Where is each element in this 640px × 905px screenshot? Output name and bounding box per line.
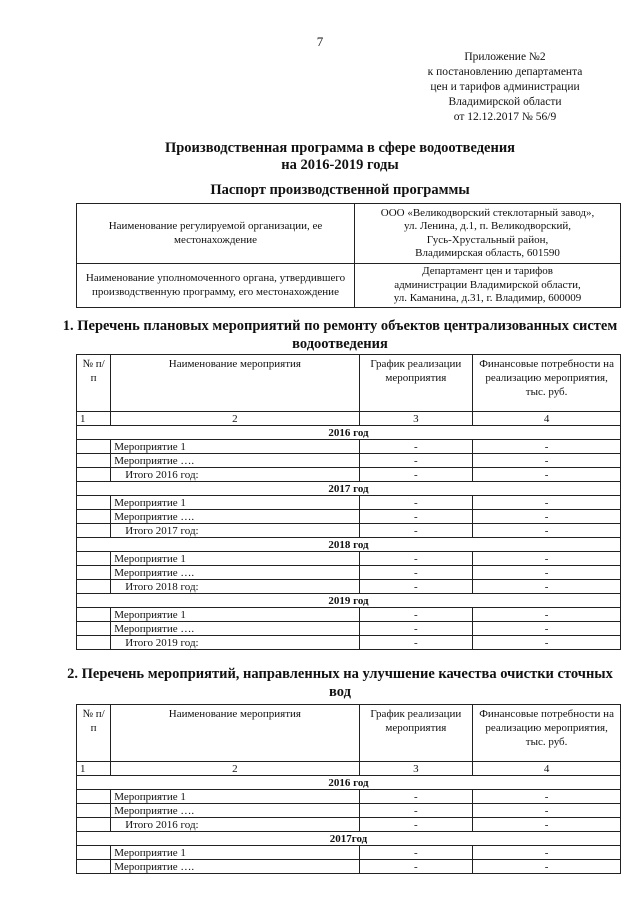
header-finance: Финансовые потребности на реализацию мероприятия, тыс. руб. [473, 705, 621, 762]
schedule-cell: - [359, 580, 473, 594]
finance-cell: - [473, 524, 621, 538]
year-row [77, 426, 621, 440]
passport-value-line: ООО «Великодворский стеклотарный завод», [380, 206, 595, 219]
schedule-cell: - [359, 860, 473, 874]
finance-cell: - [473, 580, 621, 594]
table-row [77, 608, 621, 622]
activity-name: Мероприятие 1 [111, 552, 359, 566]
section-2-table [76, 704, 621, 874]
finance-cell: - [473, 608, 621, 622]
schedule-cell: - [359, 496, 473, 510]
table-row [77, 524, 621, 538]
finance-cell: - [473, 860, 621, 874]
activity-name: Мероприятие …. [111, 860, 359, 874]
passport-value [355, 204, 621, 264]
table-row [77, 622, 621, 636]
row-number [77, 846, 111, 860]
table-row [77, 846, 621, 860]
activity-name: Итого 2016 год: [111, 468, 359, 482]
passport-table [76, 203, 621, 308]
year-row [77, 594, 621, 608]
passport-row-authority [77, 264, 621, 308]
row-number [77, 566, 111, 580]
finance-cell: - [473, 622, 621, 636]
table-header-row [77, 355, 621, 412]
annex-line: цен и тарифов администрации [430, 81, 580, 93]
table-row [77, 440, 621, 454]
year-label: 2016 год [77, 776, 621, 790]
page-number: 7 [316, 34, 324, 49]
row-number [77, 510, 111, 524]
schedule-cell: - [359, 454, 473, 468]
table-row [77, 566, 621, 580]
column-number: 2 [111, 412, 359, 426]
year-label: 2016 год [77, 426, 621, 440]
title-line-2: на 2016-2019 годы [281, 157, 399, 173]
row-number [77, 622, 111, 636]
schedule-cell: - [359, 566, 473, 580]
table-row [77, 860, 621, 874]
activity-name: Мероприятие …. [111, 804, 359, 818]
schedule-cell: - [359, 790, 473, 804]
annex-line: от 12.12.2017 № 56/9 [453, 111, 557, 123]
schedule-cell: - [359, 510, 473, 524]
activity-name: Итого 2017 год: [111, 524, 359, 538]
schedule-cell: - [359, 622, 473, 636]
finance-cell: - [473, 440, 621, 454]
table-row [77, 552, 621, 566]
activity-name: Итого 2019 год: [111, 636, 359, 650]
finance-cell: - [473, 510, 621, 524]
passport-value-line: Гусь-Хрустальный район, [426, 233, 549, 246]
section-1-table [76, 354, 621, 650]
activity-name: Мероприятие …. [111, 510, 359, 524]
passport-value-line: ул. Каманина, д.31, г. Владимир, 600009 [393, 292, 582, 305]
row-number [77, 552, 111, 566]
finance-cell: - [473, 636, 621, 650]
year-row [77, 776, 621, 790]
section-1-title: 1. Перечень плановых мероприятий по ремонту объектов централизованных систем водоотведения [62, 318, 618, 352]
schedule-cell: - [359, 524, 473, 538]
year-label: 2017 год [77, 482, 621, 496]
column-number: 1 [77, 762, 111, 776]
document-title [60, 140, 620, 174]
column-number: 4 [473, 412, 621, 426]
finance-cell: - [473, 846, 621, 860]
schedule-cell: - [359, 468, 473, 482]
finance-cell: - [473, 454, 621, 468]
finance-cell: - [473, 468, 621, 482]
row-number [77, 804, 111, 818]
schedule-cell: - [359, 552, 473, 566]
header-number: № п/п [77, 705, 111, 762]
passport-value-line: Департамент цен и тарифов [422, 265, 553, 278]
row-number [77, 608, 111, 622]
year-label: 2017год [77, 832, 621, 846]
row-number [77, 468, 111, 482]
passport-title: Паспорт производственной программы [210, 182, 470, 198]
finance-cell: - [473, 566, 621, 580]
row-number [77, 496, 111, 510]
activity-name: Мероприятие …. [111, 566, 359, 580]
annex-line: Владимирской области [448, 96, 562, 108]
year-row [77, 832, 621, 846]
header-number: № п/п [77, 355, 111, 412]
row-number [77, 860, 111, 874]
passport-value-line: ул. Ленина, д.1, п. Великодворский, [403, 220, 572, 232]
header-name: Наименование мероприятия [111, 705, 359, 762]
activity-name: Мероприятие 1 [111, 496, 359, 510]
schedule-cell: - [359, 608, 473, 622]
column-number: 3 [359, 412, 473, 426]
passport-label: Наименование регулируемой организации, ее местонахождение [77, 204, 355, 264]
column-number: 3 [359, 762, 473, 776]
header-schedule: График реализации мероприятия [359, 355, 473, 412]
activity-name: Итого 2016 год: [111, 818, 359, 832]
activity-name: Мероприятие 1 [111, 846, 359, 860]
passport-value-line: Владимирская область, 601590 [415, 247, 560, 259]
table-header-row [77, 705, 621, 762]
passport-label: Наименование уполномоченного органа, утвердившего производственную программу, его местонахождение [77, 264, 355, 308]
table-row [77, 510, 621, 524]
annex-block [400, 50, 610, 125]
section-2-title: 2. Перечень мероприятий, направленных на улучшение качества очистки сточных вод [67, 666, 613, 700]
column-number: 4 [473, 762, 621, 776]
activity-name: Мероприятие 1 [111, 440, 359, 454]
finance-cell: - [473, 804, 621, 818]
passport-row-organization [77, 204, 621, 264]
row-number [77, 790, 111, 804]
finance-cell: - [473, 818, 621, 832]
passport-value [355, 264, 621, 308]
row-number [77, 636, 111, 650]
row-number [77, 454, 111, 468]
activity-name: Итого 2018 год: [111, 580, 359, 594]
year-label: 2019 год [77, 594, 621, 608]
table-row [77, 496, 621, 510]
row-number [77, 440, 111, 454]
table-row [77, 790, 621, 804]
passport-value-line: администрации Владимирской области, [394, 278, 581, 291]
activity-name: Мероприятие …. [111, 454, 359, 468]
row-number [77, 580, 111, 594]
table-row [77, 580, 621, 594]
finance-cell: - [473, 496, 621, 510]
header-schedule: График реализации мероприятия [359, 705, 473, 762]
annex-line: к постановлению департамента [427, 66, 583, 78]
table-row [77, 818, 621, 832]
title-line-1: Производственная программа в сфере водоотведения [164, 140, 516, 156]
header-finance: Финансовые потребности на реализацию мероприятия, тыс. руб. [473, 355, 621, 412]
annex-line: Приложение №2 [464, 51, 546, 63]
column-number-row [77, 412, 621, 426]
year-row [77, 538, 621, 552]
activity-name: Мероприятие …. [111, 622, 359, 636]
schedule-cell: - [359, 804, 473, 818]
schedule-cell: - [359, 846, 473, 860]
table-row [77, 468, 621, 482]
column-number: 1 [77, 412, 111, 426]
finance-cell: - [473, 552, 621, 566]
schedule-cell: - [359, 636, 473, 650]
schedule-cell: - [359, 818, 473, 832]
schedule-cell: - [359, 440, 473, 454]
table-row [77, 454, 621, 468]
table-row [77, 636, 621, 650]
header-name: Наименование мероприятия [111, 355, 359, 412]
row-number [77, 524, 111, 538]
activity-name: Мероприятие 1 [111, 790, 359, 804]
column-number-row [77, 762, 621, 776]
year-label: 2018 год [77, 538, 621, 552]
year-row [77, 482, 621, 496]
table-row [77, 804, 621, 818]
activity-name: Мероприятие 1 [111, 608, 359, 622]
finance-cell: - [473, 790, 621, 804]
column-number: 2 [111, 762, 359, 776]
row-number [77, 818, 111, 832]
